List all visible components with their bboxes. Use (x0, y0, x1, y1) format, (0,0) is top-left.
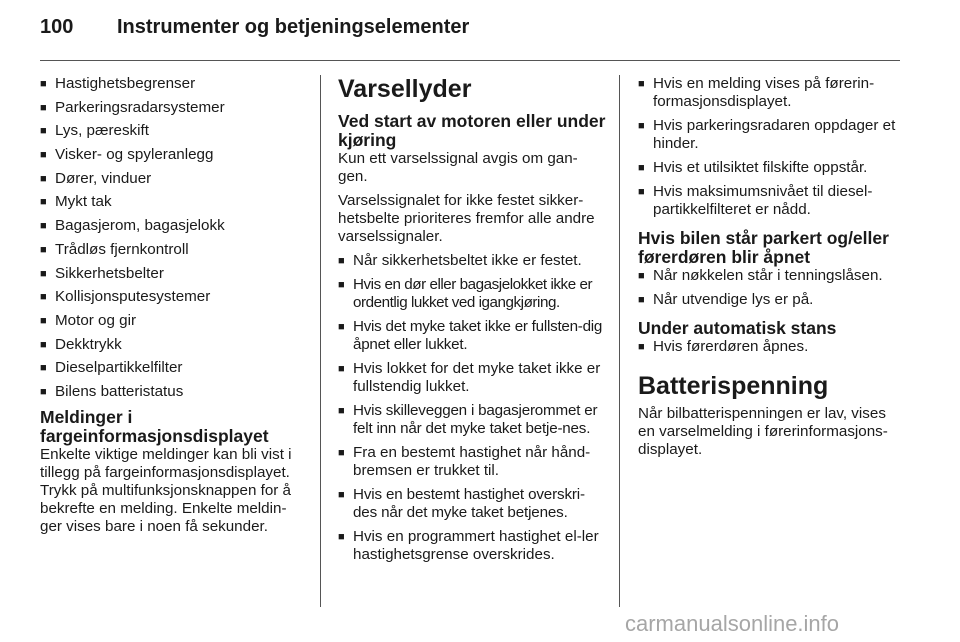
bullet-icon: ■ (338, 405, 345, 417)
bullet-icon: ■ (40, 149, 47, 162)
list-item: ■ Sikkerhetsbelter (40, 264, 164, 282)
bullet-icon: ■ (338, 279, 345, 291)
warning-conditions-list-cont (638, 75, 902, 219)
list-item: ■ Dieselpartikkelfilter (40, 359, 183, 377)
list-item: ■ Bagasjerom, bagasjelokk (40, 217, 225, 235)
bullet-icon: ■ (638, 294, 645, 306)
column-1 (40, 75, 308, 536)
list-item: ■ Hvis skilleveggen i bagasjerommet er felt inn når det myke taket betje-nes. (338, 402, 598, 437)
list-item: ■ Hvis det myke taket ikke er fullsten-dig åpnet eller lukket. (338, 318, 603, 353)
bullet-icon: ■ (40, 172, 47, 185)
list-item: ■ Hvis lokket for det myke taket ikke er fullstendig lukket. (338, 360, 601, 395)
bullet-icon: ■ (638, 270, 645, 282)
list-item: ■ Kollisjonsputesystemer (40, 288, 211, 306)
battery-title: Batterispenning (638, 372, 829, 400)
list-item: ■ Hastighetsbegrenser (40, 75, 196, 92)
messages-body: Enkelte viktige meldinger kan bli vist i tillegg på fargeinformasjonsdisplayet. Trykk på multifunksjonsknappen for å bekrefte en melding. Enkelte meldin-ger vises bare i noen få sekunder. (40, 445, 292, 535)
priority-text: Varselssignalet for ikke festet sikker-hetsbelte prioriteres fremfor alle andre varselssignaler. (338, 192, 595, 245)
header-rule (40, 60, 900, 61)
watermark: carmanualsonline.info (625, 611, 840, 636)
bullet-icon: ■ (40, 101, 47, 114)
bullet-icon: ■ (638, 186, 645, 198)
parked-heading: Hvis bilen står parkert og/eller førerdøren blir åpnet (638, 228, 889, 267)
auto-stop-list (638, 338, 902, 356)
column-3 (638, 75, 902, 459)
list-item: ■ Hvis førerdøren åpnes. (638, 338, 809, 355)
bullet-icon: ■ (40, 362, 47, 375)
list-item: ■ Hvis maksimumsnivået til diesel-partikkelfilteret er nådd. (638, 183, 873, 218)
list-item: ■ Dekktrykk (40, 335, 122, 353)
list-item: ■ Hvis en dør eller bagasjelokket ikke er ordentlig lukket ved igangkjøring. (338, 276, 593, 311)
bullet-icon: ■ (638, 162, 645, 174)
bullet-icon: ■ (338, 363, 345, 375)
list-item: ■ Dører, vinduer (40, 169, 152, 187)
bullet-icon: ■ (40, 125, 47, 138)
subheading-start-driving: Ved start av motoren eller under kjøring (338, 111, 606, 150)
list-item: ■ Hvis en melding vises på førerin-formasjonsdisplayet. (638, 75, 875, 110)
messages-heading-line1: Meldinger i (40, 406, 133, 427)
bullet-icon: ■ (338, 531, 345, 543)
warning-conditions-list (338, 252, 606, 564)
bullet-icon: ■ (40, 385, 47, 398)
list-item: ■ Parkeringsradarsystemer (40, 98, 225, 116)
column-divider-1 (320, 75, 321, 607)
bullet-icon: ■ (40, 338, 47, 351)
section-title-warning-sounds: Varsellyder (338, 75, 472, 103)
parked-list (638, 267, 902, 309)
column-2 (338, 75, 606, 570)
list-item: ■ Når nøkkelen står i tenningslåsen. (638, 267, 883, 284)
list-item: ■ Fra en bestemt hastighet når hånd-bremsen er trukket til. (338, 444, 591, 479)
bullet-icon: ■ (40, 220, 47, 233)
list-item: ■ Hvis en programmert hastighet el-ler hastighetsgrense overskrides. (338, 528, 599, 563)
list-item: ■ Lys, pæreskift (40, 122, 149, 140)
bullet-icon: ■ (40, 196, 47, 209)
topic-list (40, 75, 308, 401)
list-item: ■ Visker- og spyleranlegg (40, 146, 214, 164)
bullet-icon: ■ (638, 341, 645, 353)
bullet-icon: ■ (638, 78, 645, 90)
battery-body: Når bilbatterispenningen er lav, vises en varselmelding i førerinformasjons-displayet. (638, 405, 888, 458)
bullet-icon: ■ (40, 243, 47, 256)
page-header (0, 0, 960, 62)
page-title: Instrumenter og betjeningselementer (117, 16, 470, 38)
list-item: ■ Hvis en bestemt hastighet overskri-des når det myke taket betjenes. (338, 486, 585, 521)
messages-heading (40, 408, 308, 446)
bullet-icon: ■ (638, 120, 645, 132)
list-item: ■ Mykt tak (40, 193, 112, 211)
messages-heading-line2: fargeinformasjonsdisplayet (40, 425, 269, 446)
page-number: 100 (40, 16, 74, 38)
list-item: ■ Trådløs fjernkontroll (40, 240, 189, 258)
list-item: ■ Bilens batteristatus (40, 382, 184, 400)
list-item: ■ Når utvendige lys er på. (638, 291, 814, 308)
bullet-icon: ■ (40, 314, 47, 327)
auto-stop-heading: Under automatisk stans (638, 318, 837, 338)
bullet-icon: ■ (338, 489, 345, 501)
bullet-icon: ■ (338, 321, 345, 333)
bullet-icon: ■ (40, 78, 47, 90)
list-item: ■ Motor og gir (40, 311, 137, 329)
list-item: ■ Hvis et utilsiktet filskifte oppstår. (638, 159, 868, 176)
intro-text: Kun ett varselssignal avgis om gan-gen. (338, 150, 578, 185)
bullet-icon: ■ (338, 447, 345, 459)
bullet-icon: ■ (40, 267, 47, 280)
list-item: ■ Hvis parkeringsradaren oppdager et hinder. (638, 117, 896, 152)
column-divider-2 (619, 75, 620, 607)
list-item: ■ Når sikkerhetsbeltet ikke er festet. (338, 252, 582, 269)
bullet-icon: ■ (40, 291, 47, 304)
bullet-icon: ■ (338, 255, 345, 267)
